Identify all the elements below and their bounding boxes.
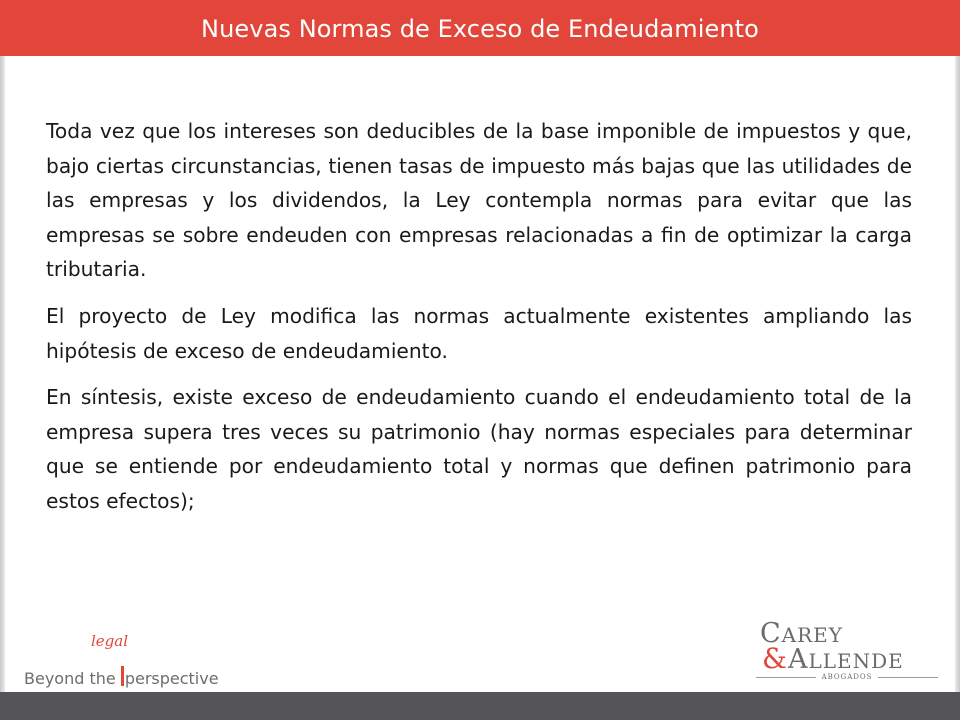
logo-ampersand: &: [762, 642, 788, 675]
body-content: [46, 114, 912, 531]
left-frame-border: [0, 56, 5, 692]
slide-title: Nuevas Normas de Exceso de Endeudamiento: [201, 15, 759, 43]
paragraph-1: Toda vez que los intereses son deducibles de la base imponible de impuestos y que, bajo ciertas circunstancias, tienen tasas de impuesto más bajas que las utilidades de las empresas y los dividendos, la Ley contempla normas para evitar que las empresas se sobre endeuden con empresas relacionadas a fin de optimizar la carga tributaria.: [46, 119, 912, 282]
tagline-logo: [24, 630, 224, 690]
paragraph-2: El proyecto de Ley modifica las normas actualmente existentes ampliando las hipótesis de exceso de endeudamiento.: [46, 303, 912, 363]
title-bar: [0, 0, 960, 56]
footer-bar: [0, 692, 960, 720]
tagline-text: [24, 666, 219, 688]
tagline-legal-word: legal: [91, 632, 129, 650]
tagline-prefix: Beyond the: [24, 669, 116, 688]
tagline-accent-bar: [121, 666, 124, 686]
logo-rule-right: [878, 677, 938, 678]
logo-subtitle-row: [756, 672, 938, 682]
firm-logo: [756, 618, 942, 684]
logo-subtitle: ABOGADOS: [821, 673, 873, 681]
logo-line-allende: &ALLENDE: [762, 642, 904, 675]
right-frame-border: [955, 56, 960, 692]
paragraph-3: En síntesis, existe exceso de endeudamiento cuando el endeudamiento total de la empresa supera tres veces su patrimonio (hay normas especiales para determinar que se entiende por endeudamiento total y normas que definen patrimonio para estos efectos);: [46, 385, 912, 513]
tagline-suffix: perspective: [124, 669, 219, 688]
logo-rule-left: [756, 677, 816, 678]
logo-line-carey: CAREY: [760, 618, 843, 649]
